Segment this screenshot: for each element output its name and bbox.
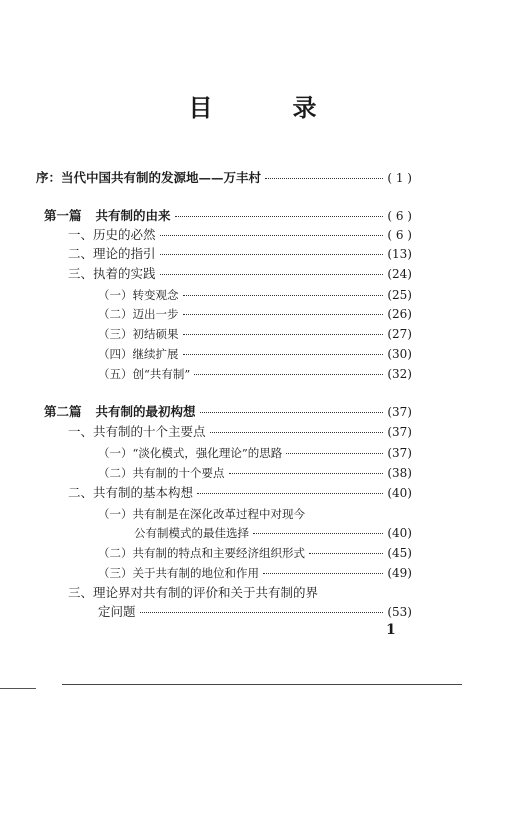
toc-entry-page: ( 1 ) [387,171,412,185]
footer-rule [62,684,462,685]
dot-leader [140,612,384,613]
toc-entry[interactable] [68,227,412,243]
toc-entry-page: (13) [387,247,412,261]
dot-leader [160,274,384,275]
part-number: 第二篇 [44,404,82,419]
toc-entry[interactable] [68,485,412,501]
toc-entry-page: ( 6 ) [387,228,412,242]
toc-entry-part-2[interactable] [44,404,412,420]
dot-leader [286,453,383,454]
footer-rule-short [0,688,36,689]
page-title: 目 录 [188,93,345,122]
toc-entry-page: (53) [387,605,412,619]
toc-subentry-continuation[interactable] [134,525,412,541]
toc-subentry[interactable] [98,287,412,303]
toc-entry-label: 定问题 [98,604,136,619]
toc-entry-page: (25) [387,288,412,302]
toc-entry-continuation[interactable] [98,604,412,620]
toc-entry-label: 一、历史的必然 [68,227,156,242]
toc-entry-label: 序：当代中国共有制的发源地——万丰村 [36,170,262,185]
toc-entry-label: （二）共有制的特点和主要经济组织形式 [98,546,305,560]
toc-entry-page: (32) [387,367,412,381]
toc-entry[interactable] [68,424,412,440]
toc-entry-label: 一、共有制的十个主要点 [68,424,206,439]
toc-entry-page: (26) [387,307,412,321]
toc-subentry[interactable] [98,465,412,481]
toc-entry-line: 三、理论界对共有制的评价和关于共有制的界 [68,585,319,600]
toc-entry-page: (30) [387,347,412,361]
dot-leader [194,374,383,375]
page-number: 1 [386,622,396,638]
toc-subentry-line: （一）共有制是在深化改革过程中对现今 [98,507,305,521]
toc-entry-preface[interactable] [36,170,412,186]
toc-entry-label: 共有制的由来 [95,208,171,223]
toc-entry-label: （一）“淡化模式，强化理论”的思路 [98,446,283,460]
toc-entry-label: 二、理论的指引 [68,246,156,261]
toc-entry-page: (37) [387,405,412,419]
dot-leader [175,216,384,217]
part-number: 第一篇 [44,208,82,223]
toc-entry-part-1[interactable] [44,208,412,224]
toc-subentry[interactable] [98,346,412,362]
toc-entry[interactable] [68,246,412,262]
toc-entry-label: （二）迈出一步 [98,307,179,321]
toc-entry-label: （五）创“共有制” [98,367,191,381]
dot-leader [160,254,384,255]
toc-entry-page: (37) [387,425,412,439]
toc-entry-page: (24) [387,267,412,281]
toc-subentry[interactable] [98,565,412,581]
toc-entry-page: (40) [387,526,412,540]
toc-entry-page: (38) [387,466,412,480]
toc-subentry[interactable] [98,545,412,561]
toc-entry-page: (37) [387,446,412,460]
dot-leader [197,493,383,494]
toc-entry-label: 二、共有制的基本构想 [68,485,194,500]
dot-leader [210,432,384,433]
toc-entry-page: (49) [387,566,412,580]
dot-leader [229,473,384,474]
dot-leader [309,553,383,554]
toc-entry[interactable] [68,266,412,282]
toc-entry-label: 共有制的最初构想 [95,404,196,419]
dot-leader [263,573,383,574]
dot-leader [200,412,384,413]
dot-leader [183,334,384,335]
toc-subentry[interactable] [98,445,412,461]
dot-leader [253,533,383,534]
dot-leader [183,354,384,355]
toc-entry-label: （三）初结硕果 [98,327,179,341]
toc-subentry[interactable] [98,326,412,342]
toc-subentry[interactable] [98,306,412,322]
toc-entry-page: (40) [387,486,412,500]
toc-entry-page: ( 6 ) [387,209,412,223]
dot-leader [183,295,384,296]
dot-leader [160,235,384,236]
dot-leader [183,314,384,315]
toc-subentry[interactable] [98,366,412,382]
toc-entry-label: 公有制模式的最佳选择 [134,526,249,540]
toc-entry-page: (27) [387,327,412,341]
dot-leader [265,178,383,179]
toc-entry-page: (45) [387,546,412,560]
toc-entry-label: 三、执着的实践 [68,266,156,281]
toc-entry-label: （三）关于共有制的地位和作用 [98,566,259,580]
toc-entry-label: （一）转变观念 [98,288,179,302]
toc-entry-label: （四）继续扩展 [98,347,179,361]
toc-entry-label: （二）共有制的十个要点 [98,466,225,480]
